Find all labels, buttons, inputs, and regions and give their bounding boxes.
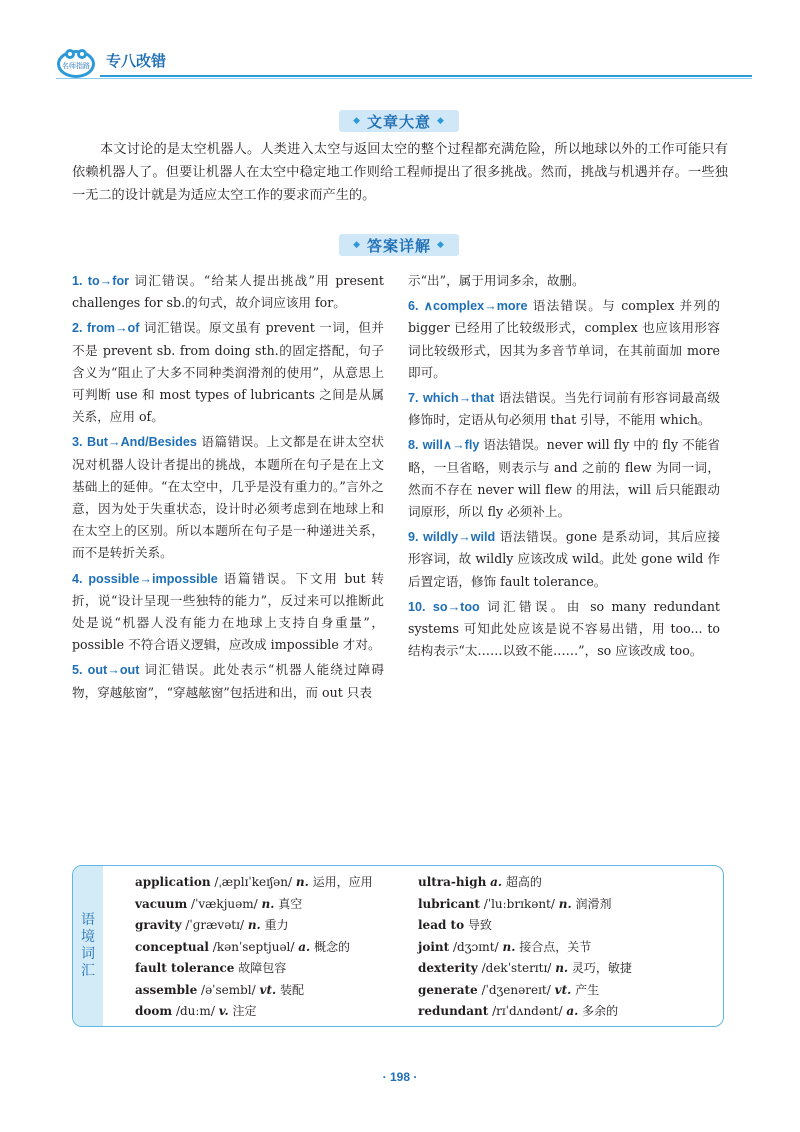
answer-number: 6. bbox=[408, 299, 419, 314]
header-rule-thin bbox=[56, 78, 752, 79]
vocab-entry: gravity /ˈɡrævətɪ/ n. 重力 bbox=[135, 918, 289, 932]
diamond-icon: ◆ bbox=[353, 240, 361, 250]
vocab-entry: application /ˌæplɪˈkeɪʃən/ n. 运用，应用 bbox=[135, 875, 373, 889]
answer-item bbox=[72, 270, 384, 314]
answer-item bbox=[72, 317, 384, 428]
vocab-entry: lubricant /ˈluːbrɪkənt/ n. 润滑剂 bbox=[418, 896, 612, 911]
answer-item bbox=[408, 526, 720, 593]
page-header bbox=[56, 44, 752, 84]
logo-icon bbox=[56, 44, 100, 80]
answer-text: 语法错误。当先行词前有形容词最高级修饰时，定语从句必须用 that 引导，不能用 which。 bbox=[408, 390, 720, 428]
answer-key: so→too bbox=[432, 599, 480, 614]
answer-key: out→out bbox=[87, 663, 140, 678]
vocab-entry: fault tolerance 故障包容 bbox=[135, 961, 287, 975]
vocab-entry: ultra-high a. 超高的 bbox=[418, 875, 542, 889]
answer-text: 语篇错误。下文用 but 转折，说“设计呈现一些独特的能力”，反过来可以推断此处是说“机器人没有能力在地球上支持自身重量”，possible 不符合语义逻辑，应改成 impossible 才对。 bbox=[72, 570, 384, 653]
logo-text: 名师指路 bbox=[62, 62, 90, 70]
answer-item bbox=[408, 387, 720, 431]
answer-item bbox=[408, 295, 720, 384]
answer-number: 9. bbox=[408, 530, 419, 545]
answer-text: 词汇错误。此处表示“机器人能绕过障碍物，穿越舷窗”，“穿越舷窗”包括进和出，而 out 只表 bbox=[72, 662, 384, 700]
answer-number: 4. bbox=[72, 571, 83, 586]
vocab-entry: doom /duːm/ v. 注定 bbox=[135, 1004, 257, 1018]
header-rule bbox=[100, 75, 752, 77]
answer-key: to→for bbox=[87, 274, 130, 288]
answer-number: 8. bbox=[408, 438, 419, 453]
vocabulary-right-column bbox=[418, 872, 632, 1023]
header-title: 专八改错 bbox=[106, 52, 167, 70]
answer-item bbox=[408, 434, 720, 523]
vocabulary-label: 语境词汇 bbox=[81, 912, 95, 979]
section-heading-answers bbox=[339, 234, 459, 256]
answer-number: 10. bbox=[408, 599, 426, 614]
answer-item bbox=[72, 659, 384, 703]
answer-key: But→And/Besides bbox=[87, 435, 197, 450]
answer-text: 语篇错误。上文都是在讲太空状况对机器人设计者提出的挑战，本题所在句子是在上文基础上的延伸。“在太空中，几乎是没有重力的。”言外之意，因为处于失重状态，设计时必须考虑到在地球上和在太空上的区别。所以本题所在句子是一种递进关系，而不是转折关系。 bbox=[72, 434, 384, 561]
answer-key: ∧complex→more bbox=[423, 299, 528, 314]
vocab-entry: dexterity /dekˈsterɪtɪ/ n. 灵巧，敏捷 bbox=[418, 961, 632, 975]
answer-number: 3. bbox=[72, 435, 83, 450]
diamond-icon: ◆ bbox=[437, 240, 445, 250]
vocab-entry: redundant /rɪˈdʌndənt/ a. 多余的 bbox=[418, 1004, 619, 1018]
answer-key: from→of bbox=[86, 321, 140, 336]
section-heading-answers-text: 答案详解 bbox=[366, 236, 431, 255]
answer-item bbox=[408, 596, 720, 663]
answer-text: 词汇错误。原文虽有 prevent 一词，但并不是 prevent sb. from doing sth.的固定搭配，句子含义为“阻止了大多不同种类润滑剂的使用”，从意思上可判断 use 和 most types of lubricants 之间是从属关系，应用 of。 bbox=[72, 320, 384, 425]
section-heading-summary bbox=[339, 110, 459, 132]
answer-key: which→that bbox=[422, 391, 495, 406]
answer-key: possible→impossible bbox=[88, 571, 218, 586]
section-heading-summary-text: 文章大意 bbox=[366, 112, 431, 131]
answer-text: 词汇错误。由 so many redundant systems 可知此处应该是说不容易出错，用 too... to 结构表示“太……以致不能……”，so 应该改成 too。 bbox=[408, 598, 720, 659]
vocabulary-box bbox=[72, 865, 724, 1027]
answer-number: 1. bbox=[72, 274, 83, 288]
vocab-entry: lead to 导致 bbox=[418, 918, 492, 932]
vocab-entry: conceptual /kənˈseptjuəl/ a. 概念的 bbox=[135, 939, 351, 954]
answer-item bbox=[72, 568, 384, 657]
answer-number: 5. bbox=[72, 663, 83, 678]
vocab-entry: generate /ˈdʒenəreɪt/ vt. 产生 bbox=[418, 982, 600, 997]
summary-paragraph: 本文讨论的是太空机器人。人类进入太空与返回太空的整个过程都充满危险，所以地球以外的工作可能只有依赖机器人了。但要让机器人在太空中稳定地工作则给工程师提出了很多挑战。然而，挑战与机遇并存。一些独一无二的设计就是为适应太空工作的要求而产生的。 bbox=[72, 142, 728, 203]
answers-right-column bbox=[408, 270, 720, 665]
answers-left-column bbox=[72, 270, 384, 707]
answer-text: 语法错误。never will fly 中的 fly 不能省略，一旦省略，则表示与 and 之前的 flew 为同一词，然而不存在 never will flew 的用法，will 后只能跟动词原形，所以 fly 必须补上。 bbox=[408, 437, 720, 520]
answer-key: will∧→fly bbox=[422, 438, 480, 453]
answer-continuation: 示“出”，属于用词多余，故删。 bbox=[408, 273, 585, 288]
vocabulary-left-column bbox=[135, 872, 373, 1023]
answer-text: 语法错误。gone 是系动词，其后应接形容词，故 wildly 应该改成 wild。此处 gone wild 作后置定语，修饰 fault tolerance。 bbox=[408, 529, 720, 589]
answer-text: 词汇错误。“给某人提出挑战”用 present challenges for sb.的句式，故介词应该用 for。 bbox=[72, 273, 384, 311]
diamond-icon: ◆ bbox=[353, 116, 361, 126]
page-number: · 198 · bbox=[382, 1070, 418, 1084]
vocab-entry: vacuum /ˈvækjuəm/ n. 真空 bbox=[135, 896, 303, 911]
answer-key: wildly→wild bbox=[423, 530, 496, 545]
vocab-entry: joint /dʒɔɪnt/ n. 接合点，关节 bbox=[418, 939, 592, 954]
answer-text: 语法错误。与 complex 并列的 bigger 已经用了比较级形式，complex 也应该用形容词比较级形式，因其为多音节单词，在其前面加 more 即可。 bbox=[408, 298, 720, 380]
answer-number: 2. bbox=[72, 321, 83, 336]
diamond-icon: ◆ bbox=[437, 116, 445, 126]
vocab-entry: assemble /əˈsembl/ vt. 装配 bbox=[135, 982, 305, 997]
answer-number: 7. bbox=[408, 391, 419, 406]
answer-item bbox=[72, 431, 384, 564]
